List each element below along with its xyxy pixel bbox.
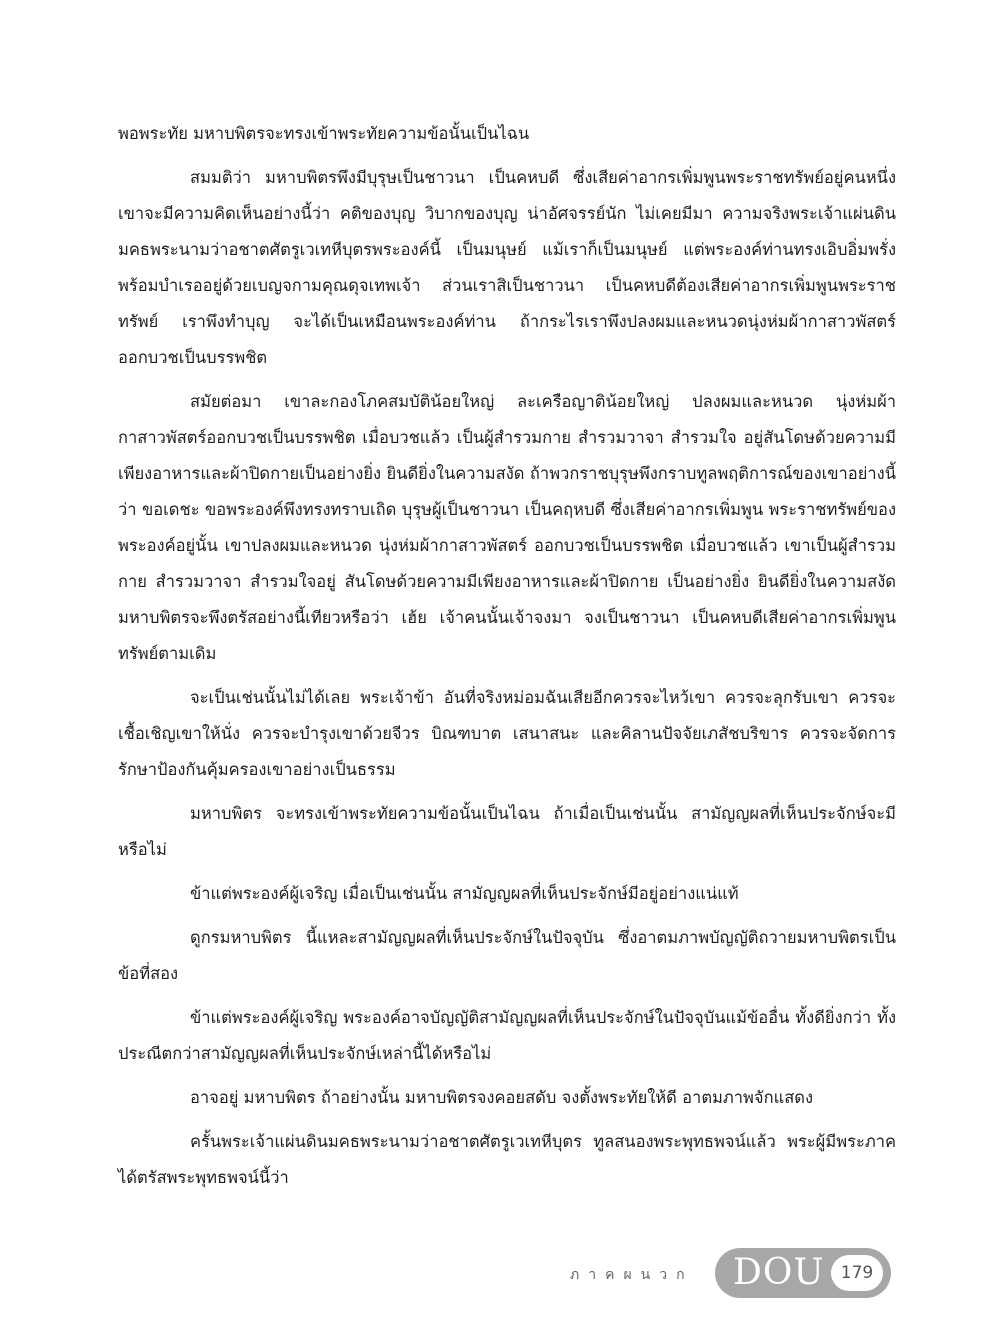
paragraph: ดูกรมหาบพิตร นี้แหละสามัญญผลที่เห็นประจักษ์ในปัจจุบัน ซึ่งอาตมภาพบัญญัติถวายมหาบพิตรเป็นข้อที่สอง [118, 928, 896, 983]
paragraph: ข้าแต่พระองค์ผู้เจริญ เมื่อเป็นเช่นนั้น สามัญญผลที่เห็นประจักษ์มีอยู่อย่างแน่แท้ [190, 884, 739, 903]
paragraph: อาจอยู่ มหาบพิตร ถ้าอย่างนั้น มหาบพิตรจงคอยสดับ จงตั้งพระทัยให้ดี อาตมภาพจักแสดง [190, 1088, 814, 1107]
page-body [118, 116, 896, 1204]
paragraph: พอพระทัย มหาบพิตรจะทรงเข้าพระทัยความข้อนั้นเป็นไฉน [118, 124, 530, 143]
brand-logo-text: DOU [733, 1252, 825, 1293]
paragraph: ครั้นพระเจ้าแผ่นดินมคธพระนามว่าอชาตศัตรูเวเทหีบุตร ทูลสนองพระพุทธพจน์แล้ว พระผู้มีพระภาคได้ตรัสพระพุทธพจน์นี้ว่า [118, 1132, 896, 1187]
paragraph: ข้าแต่พระองค์ผู้เจริญ พระองค์อาจบัญญัติสามัญญผลที่เห็นประจักษ์ในปัจจุบันแม้ข้ออื่น ทั้งดียิ่งกว่า ทั้งประณีตกว่าสามัญญผลที่เห็นประจักษ์เหล่านี้ได้หรือไม่ [118, 1008, 896, 1063]
paragraph: สมมติว่า มหาบพิตรพึงมีบุรุษเป็นชาวนา เป็นคหบดี ซึ่งเสียค่าอากรเพิ่มพูนพระราชทรัพย์อยู่คนหนึ่ง เขาจะมีความคิดเห็นอย่างนี้ว่า คติของบุญ วิบากของบุญ น่าอัศจรรย์นัก ไม่เคยมีมา ความจริงพระเจ้าแผ่นดินมคธพระนามว่าอชาตศัตรูเวเทหีบุตรพระองค์นี้ เป็นมนุษย์ แม้เราก็เป็นมนุษย์ แต่พระองค์ท่านทรงเอิบอิ่มพรั่งพร้อมบำเรออยู่ด้วยเบญจกามคุณดุจเทพเจ้า ส่วนเราสิเป็นชาวนา เป็นคหบดีต้องเสียค่าอากรเพิ่มพูนพระราชทรัพย์ เราพึงทำบุญ จะได้เป็นเหมือนพระองค์ท่าน ถ้ากระไรเราพึงปลงผมและหนวดนุ่งห่มผ้ากาสาวพัสตร์ ออกบวชเป็นบรรพชิต [118, 168, 896, 367]
page-footer [570, 1248, 900, 1298]
paragraph: จะเป็นเช่นนั้นไม่ได้เลย พระเจ้าข้า อันที่จริงหม่อมฉันเสียอีกควรจะไหว้เขา ควรจะลุกรับเขา ควรจะเชื้อเชิญเขาให้นั่ง ควรจะบำรุงเขาด้วยจีวร บิณฑบาต เสนาสนะ และคิลานปัจจัยเภสัชบริขาร ควรจะจัดการรักษาป้องกันคุ้มครองเขาอย่างเป็นธรรม [118, 688, 896, 779]
paragraph: มหาบพิตร จะทรงเข้าพระทัยความข้อนั้นเป็นไฉน ถ้าเมื่อเป็นเช่นนั้น สามัญญผลที่เห็นประจักษ์จะมีหรือไม่ [118, 804, 896, 859]
section-label: ภาคผนวก [570, 1267, 694, 1283]
page-number: 179 [831, 1255, 883, 1291]
paragraph: สมัยต่อมา เขาละกองโภคสมบัติน้อยใหญ่ ละเครือญาติน้อยใหญ่ ปลงผมและหนวด นุ่งห่มผ้ากาสาวพัสตร์ออกบวชเป็นบรรพชิต เมื่อบวชแล้ว เป็นผู้สำรวมกาย สำรวมวาจา สำรวมใจ อยู่สันโดษด้วยความมีเพียงอาหารและผ้าปิดกายเป็นอย่างยิ่ง ยินดียิ่งในความสงัด ถ้าพวกราชบุรุษพึงกราบทูลพฤติการณ์ของเขาอย่างนี้ว่า ขอเดชะ ขอพระองค์พึงทรงทราบเถิด บุรุษผู้เป็นชาวนา เป็นคฤหบดี ซึ่งเสียค่าอากรเพิ่มพูน พระราชทรัพย์ของพระองค์อยู่นั้น เขาปลงผมและหนวด นุ่งห่มผ้ากาสาวพัสตร์ ออกบวชเป็นบรรพชิต เมื่อบวชแล้ว เขาเป็นผู้สำรวมกาย สำรวมวาจา สำรวมใจอยู่ สันโดษด้วยความมีเพียงอาหารและผ้าปิดกาย เป็นอย่างยิ่ง ยินดียิ่งในความสงัด มหาบพิตรจะพึงตรัสอย่างนี้เทียวหรือว่า เฮ้ย เจ้าคนนั้นเจ้าจงมา จงเป็นชาวนา เป็นคหบดีเสียค่าอากรเพิ่มพูนทรัพย์ตามเดิม [118, 392, 896, 663]
brand-badge [715, 1248, 891, 1298]
